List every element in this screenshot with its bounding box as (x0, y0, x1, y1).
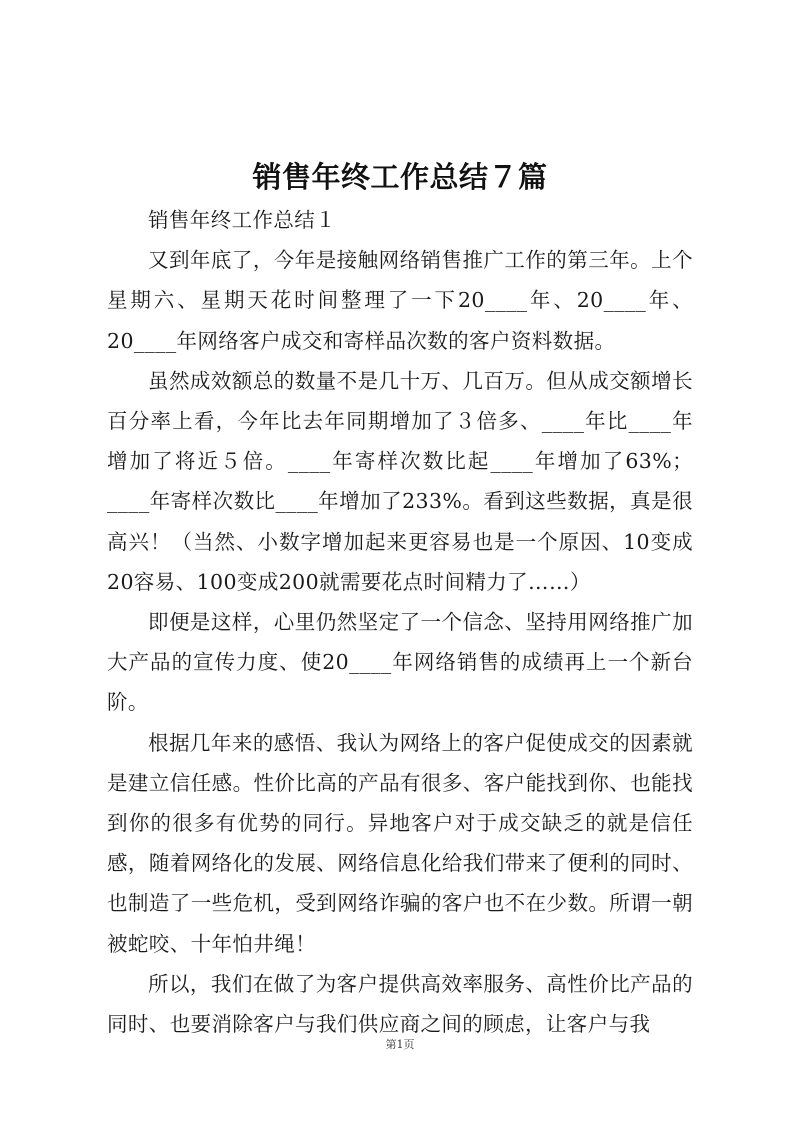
paragraph: 所以，我们在做了为客户提供高效率服务、高性价比产品的同时、也要消除客户与我们供应商之间的顾虑，让客户与我 (107, 971, 693, 1037)
paragraph: 根据几年来的感悟、我认为网络上的客户促使成交的因素就是建立信任感。性价比高的产品有很多、客户能找到你、也能找到你的很多有优势的同行。异地客户对于成交缺乏的就是信任感，随着网络化的发展、网络信息化给我们带来了便利的同时、也制造了一些危机，受到网络诈骗的客户也不在少数。所谓一朝被蛇咬、十年怕井绳！ (107, 730, 693, 956)
document-title: 销售年终工作总结７篇 (252, 160, 548, 194)
paragraph: 虽然成效额总的数量不是几十万、几百万。但从成交额增长百分率上看，今年比去年同期增加了３倍多、____年比____年增加了将近５倍。____年寄样次数比起____年增加了63%；____年寄样次数比____年增加了233%。看到这些数据，真是很高兴！（当然、小数字增加起来更容易也是一个原因、10变成20容易、100变成200就需要花点时间精力了……） (107, 368, 693, 594)
section-heading: 销售年终工作总结１ (148, 208, 337, 232)
page-number: 第1页 (385, 1038, 415, 1051)
document-body (107, 200, 693, 1044)
paragraph: 又到年底了，今年是接触网络销售推广工作的第三年。上个星期六、星期天花时间整理了一下20____年、20____年、20____年网络客户成交和寄样品次数的客户资料数据。 (107, 248, 693, 353)
paragraph: 即便是这样，心里仍然坚定了一个信念、坚持用网络推广加大产品的宣传力度、使20____年网络销售的成绩再上一个新台阶。 (107, 610, 693, 715)
